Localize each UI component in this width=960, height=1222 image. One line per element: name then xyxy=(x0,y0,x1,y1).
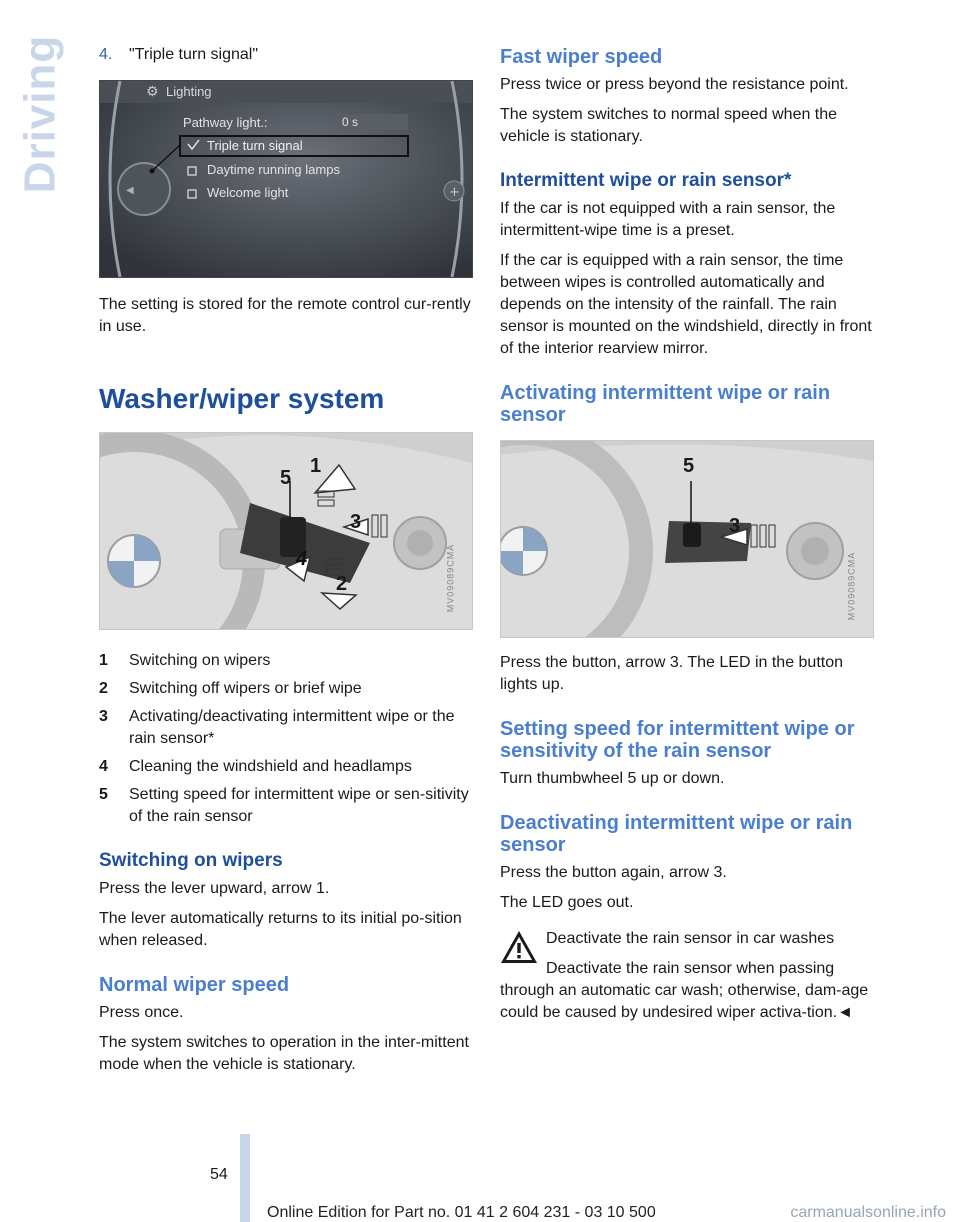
activating-text: Press the button, arrow 3. The LED in the button lights up. xyxy=(500,654,844,693)
normal-speed-heading: Normal wiper speed xyxy=(99,974,290,996)
wiper-function-list xyxy=(99,650,473,828)
svg-text:+: + xyxy=(449,185,460,200)
page-number: 54 xyxy=(210,1166,228,1183)
list-item xyxy=(99,756,473,778)
figure-callout: 3 xyxy=(350,511,362,533)
menu-option: Welcome light xyxy=(207,185,289,200)
page-footer xyxy=(0,1134,960,1222)
list-item-number: 3 xyxy=(99,708,108,725)
list-item-number: 2 xyxy=(99,680,108,697)
activating-heading: Activating intermittent wipe or rain sensor xyxy=(500,382,831,426)
rain-sensor-button-figure xyxy=(500,440,874,638)
edition-text: Online Edition for Part no. 01 41 2 604 231 - 03 10 500 xyxy=(267,1204,656,1221)
gear-icon: ⚙ xyxy=(146,83,159,99)
screen-title: Lighting xyxy=(166,84,212,99)
list-item xyxy=(99,706,473,750)
fast-speed-text: The system switches to normal speed when the vehicle is stationary. xyxy=(500,106,838,145)
switching-text: The lever automatically returns to its initial po-sition when released. xyxy=(99,910,462,949)
figure-code: MV09089CMA xyxy=(846,551,857,621)
list-item-number: 4 xyxy=(99,758,108,775)
stored-text: The setting is stored for the remote control cur-rently in use. xyxy=(99,296,471,335)
deactivating-text: The LED goes out. xyxy=(500,894,634,911)
warning-title: Deactivate the rain sensor in car washes xyxy=(546,930,835,947)
list-item-text: Switching off wipers or brief wipe xyxy=(129,680,362,697)
svg-text:◀: ◀ xyxy=(126,185,134,196)
warning-text xyxy=(500,958,874,1024)
footer-bar xyxy=(240,1134,250,1222)
watermark-text: carmanualsonline.info xyxy=(790,1204,946,1221)
pathway-label: Pathway light.: xyxy=(183,115,268,130)
figure-callout: 5 xyxy=(683,455,695,477)
menu-option: Triple turn signal xyxy=(207,138,303,153)
switching-text: Press the lever upward, arrow 1. xyxy=(99,880,330,897)
switching-heading: Switching on wipers xyxy=(99,850,283,871)
list-item-text: Setting speed for intermittent wipe or sen-sitivity of the rain sensor xyxy=(129,786,469,825)
figure-callout: 5 xyxy=(280,467,292,489)
list-item-number: 5 xyxy=(99,786,108,803)
figure-callout: 1 xyxy=(310,455,322,477)
list-item-text: Activating/deactivating intermittent wipe or the rain sensor* xyxy=(129,708,455,747)
list-item-text: Cleaning the windshield and headlamps xyxy=(129,758,412,775)
figure-callout: 2 xyxy=(336,573,348,595)
wiper-lever-figure xyxy=(99,432,473,630)
section-tab-label: Driving xyxy=(15,34,65,194)
figure-callout: 3 xyxy=(729,515,741,537)
speed-text: Turn thumbwheel 5 up or down. xyxy=(500,770,725,787)
pathway-value: 0 s xyxy=(342,115,359,129)
intermittent-text: If the car is not equipped with a rain sensor, the intermittent-wipe time is a preset. xyxy=(500,200,836,239)
section-tab xyxy=(15,34,65,194)
intermittent-heading: Intermittent wipe or rain sensor* xyxy=(500,170,792,191)
normal-speed-text: Press once. xyxy=(99,1004,184,1021)
intermittent-text: If the car is equipped with a rain sensor, the time between wipes is controlled automatically and depends on the intensity of the rainfall. The rain sensor is mounted on the windshield, directly in front of the interior rearview mirror. xyxy=(500,252,872,357)
fast-speed-text: Press twice or press beyond the resistance point. xyxy=(500,76,849,93)
deactivating-heading: Deactivating intermittent wipe or rain sensor xyxy=(500,812,853,856)
left-column xyxy=(99,44,473,1084)
lighting-menu-screenshot xyxy=(99,80,473,278)
menu-option: Daytime running lamps xyxy=(207,162,340,177)
washer-heading: Washer/wiper system xyxy=(99,383,385,414)
wiper-lever-graphic xyxy=(100,433,472,629)
list-item xyxy=(99,784,473,828)
list-item-text: Switching on wipers xyxy=(129,652,271,669)
warning-note xyxy=(500,928,874,1024)
lighting-screen-graphic xyxy=(100,81,472,277)
step-item xyxy=(99,44,473,66)
normal-speed-text: The system switches to operation in the inter-mittent mode when the vehicle is stationary. xyxy=(99,1034,469,1073)
fast-speed-heading: Fast wiper speed xyxy=(500,46,663,68)
right-column xyxy=(500,44,874,1032)
deactivating-text: Press the button again, arrow 3. xyxy=(500,864,727,881)
list-item-number: 1 xyxy=(99,652,108,669)
step-text: "Triple turn signal" xyxy=(129,46,259,63)
figure-code: MV09089CMA xyxy=(445,543,456,613)
list-item xyxy=(99,650,473,672)
speed-heading: Setting speed for intermittent wipe or sensitivity of the rain sensor xyxy=(500,718,855,762)
step-number: 4. xyxy=(99,46,113,63)
warning-triangle-icon xyxy=(500,930,538,964)
warning-body: Deactivate the rain sensor when passing through an automatic car wash; otherwise, dam-age could be caused by undesired wiper activa-tion.◄ xyxy=(500,960,869,1021)
figure-callout: 4 xyxy=(296,548,308,570)
list-item xyxy=(99,678,473,700)
